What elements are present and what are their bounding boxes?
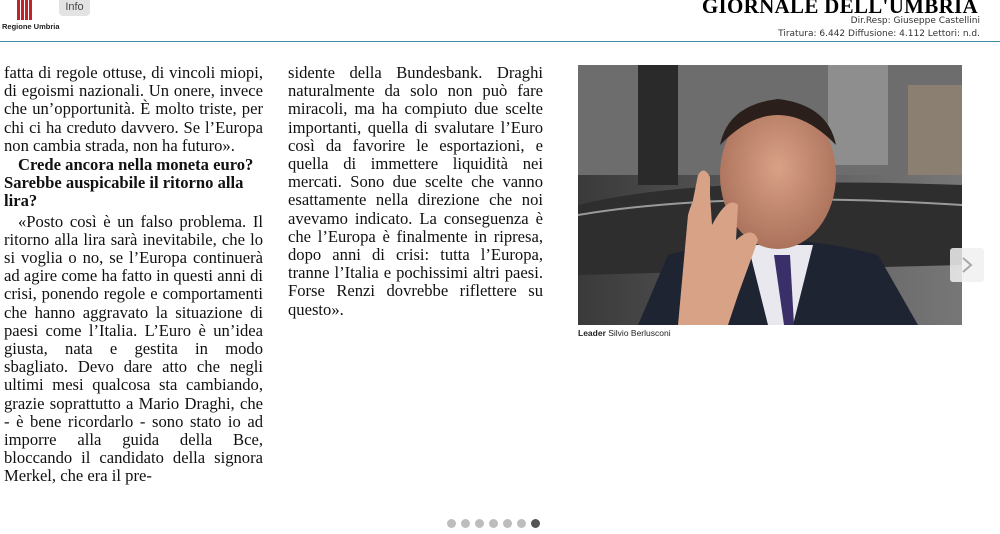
director-line: Dir.Resp: Giuseppe Castellini [850, 16, 980, 26]
info-button[interactable]: Info [59, 0, 90, 16]
photo-caption [578, 328, 671, 338]
page-dot[interactable] [489, 519, 498, 528]
article-column-2 [288, 64, 543, 319]
page-dot[interactable] [461, 519, 470, 528]
page-dot[interactable] [475, 519, 484, 528]
next-page-button[interactable] [950, 248, 984, 282]
header [0, 0, 1000, 42]
circulation-stats: Tiratura: 6.442 Diffusione: 4.112 Lettori: n.d. [778, 29, 980, 39]
page-dot[interactable] [503, 519, 512, 528]
page-dot[interactable] [447, 519, 456, 528]
caption-label: Leader [578, 328, 606, 338]
article-column-1 [4, 64, 263, 486]
page-dot[interactable] [517, 519, 526, 528]
chevron-right-icon [960, 256, 974, 274]
newspaper-masthead: GIORNALE DELL'UMBRIA [701, 0, 978, 18]
caption-text: Silvio Berlusconi [605, 328, 671, 338]
regione-umbria-logo-icon [17, 0, 33, 20]
interview-question: Crede ancora nella moneta euro? Sarebbe auspicabile il ritorno alla lira? [4, 155, 254, 211]
article-paragraph: sidente della Bundesbank. Draghi naturalmente da solo non può fare miracoli, ma ha compiuto due scelte importanti, quella di svalutare l’Euro così da favorire le esportazioni, e quella di immettere liquidità nei mercati. Sono due scelte che vanno esattamente nella direzione che noi avevamo indicato. La conseguenza è che l’Europa è finalmente in ripresa, dopo anni di crisi: tutta l’Europa, tranne l’Italia e pochissimi altri paesi. Forse Renzi dovrebbe riflettere su questo». [288, 63, 543, 319]
regione-umbria-logo [2, 0, 58, 36]
article-paragraph: «Posto così è un falso problema. Il ritorno alla lira sarà inevitabile, che lo si voglia o no, se l’Europa continuerà ad agire come ha fatto in questi anni di crisi, ponendo regole e comportamenti che hanno aggravato la situazione di paesi come l’Italia. L’Euro è un’idea giusta, nata e gestita in modo sbagliato. Devo dare atto che negli ultimi mesi qualcosa sta cambiando, grazie soprattutto a Mario Draghi, che - è bene ricordarlo - sono stato io ad imporre alla guida della Bce, bloccando il candidato della signora Merkel, che era il pre- [4, 211, 263, 486]
article-paragraph: fatta di regole ottuse, di vincoli miopi, di egoismi nazionali. Un onere, invece che un’opportunità. È molto triste, per chi ci ha creduto davvero. Se l’Europa non cambia strada, non ha futuro». [4, 63, 263, 155]
page-dot[interactable] [531, 519, 540, 528]
article-photo [578, 65, 962, 325]
logo-text: Regione Umbria [2, 22, 60, 31]
